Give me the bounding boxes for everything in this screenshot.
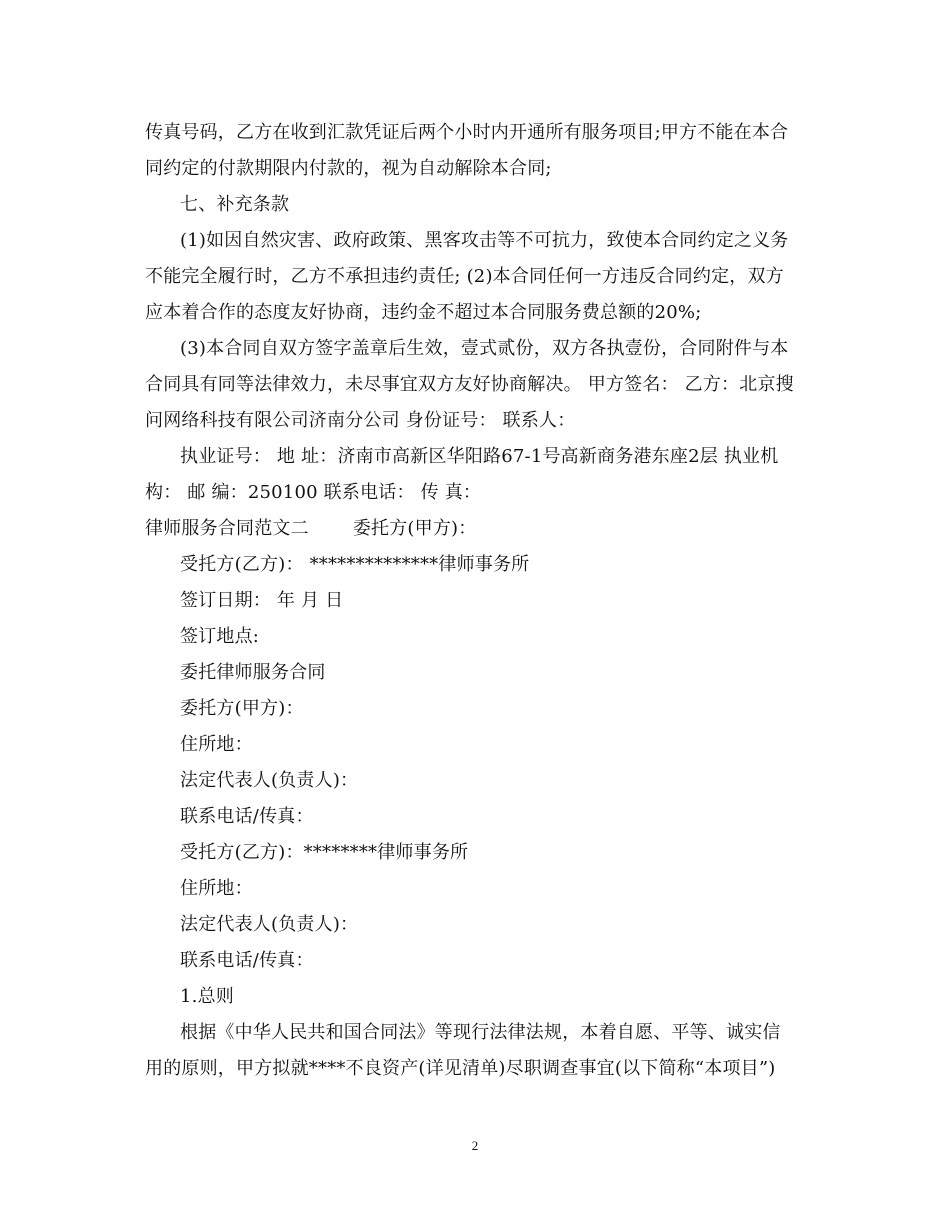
paragraph-line: 根据《中华人民共和国合同法》等现行法律法规，本着自愿、平等、诚实信 <box>180 1022 781 1043</box>
field-line: 联系电话/传真： <box>180 950 314 971</box>
field-line: 签订地点: <box>180 626 260 647</box>
field-line: 法定代表人(负责人)： <box>180 914 359 935</box>
paragraph-line: (3)本合同自双方签字盖章后生效，壹式贰份，双方各执壹份，合同附件与本 <box>180 338 789 359</box>
field-line: 法定代表人(负责人)： <box>180 770 359 791</box>
field-line: 受托方(乙方)：********律师事务所 <box>180 842 469 863</box>
field-line: 联系电话/传真： <box>180 806 314 827</box>
paragraph-line: 问网络科技有限公司济南分公司 身份证号： 联系人： <box>145 410 576 431</box>
paragraph-line: 不能完全履行时，乙方不承担违约责任; (2)本合同任何一方违反合同约定，双方 <box>145 266 784 287</box>
page-number: 2 <box>471 1138 479 1153</box>
paragraph-line: 同约定的付款期限内付款的，视为自动解除本合同; <box>145 158 552 179</box>
paragraph-line: 应本着合作的态度友好协商，违约金不超过本合同服务费总额的20%; <box>145 302 702 323</box>
client-label: 委托方(甲方)： <box>352 518 477 539</box>
paragraph-line: 合同具有同等法律效力，未尽事宜双方友好协商解决。 甲方签名： 乙方：北京搜 <box>145 374 794 395</box>
paragraph-line: 执业证号： 地 址：济南市高新区华阳路67-1号高新商务港东座2层 执业机 <box>180 446 779 467</box>
paragraph-line: 用的原则，甲方拟就****不良资产(详见清单)尽职调查事宜(以下简称“本项目”) <box>145 1058 776 1079</box>
section-heading: 七、补充条款 <box>180 194 290 215</box>
paragraph-line: (1)如因自然灾害、政府政策、黑客攻击等不可抗力，致使本合同约定之义务 <box>180 230 789 251</box>
field-line: 委托方(甲方)： <box>180 698 304 719</box>
field-line: 住所地： <box>180 734 253 755</box>
field-line: 委托律师服务合同 <box>180 662 326 683</box>
paragraph-line: 传真号码，乙方在收到汇款凭证后两个小时内开通所有服务项目;甲方不能在本合 <box>145 122 789 143</box>
section-heading: 1.总则 <box>180 986 234 1007</box>
field-line: 签订日期： 年 月 日 <box>180 590 344 611</box>
contract-title: 律师服务合同范文二 <box>145 518 309 539</box>
field-line: 住所地： <box>180 878 253 899</box>
field-line: 受托方(乙方)： **************律师事务所 <box>180 554 530 575</box>
paragraph-line: 构： 邮 编：250100 联系电话： 传 真： <box>145 482 482 503</box>
contract-title-line <box>145 511 825 547</box>
